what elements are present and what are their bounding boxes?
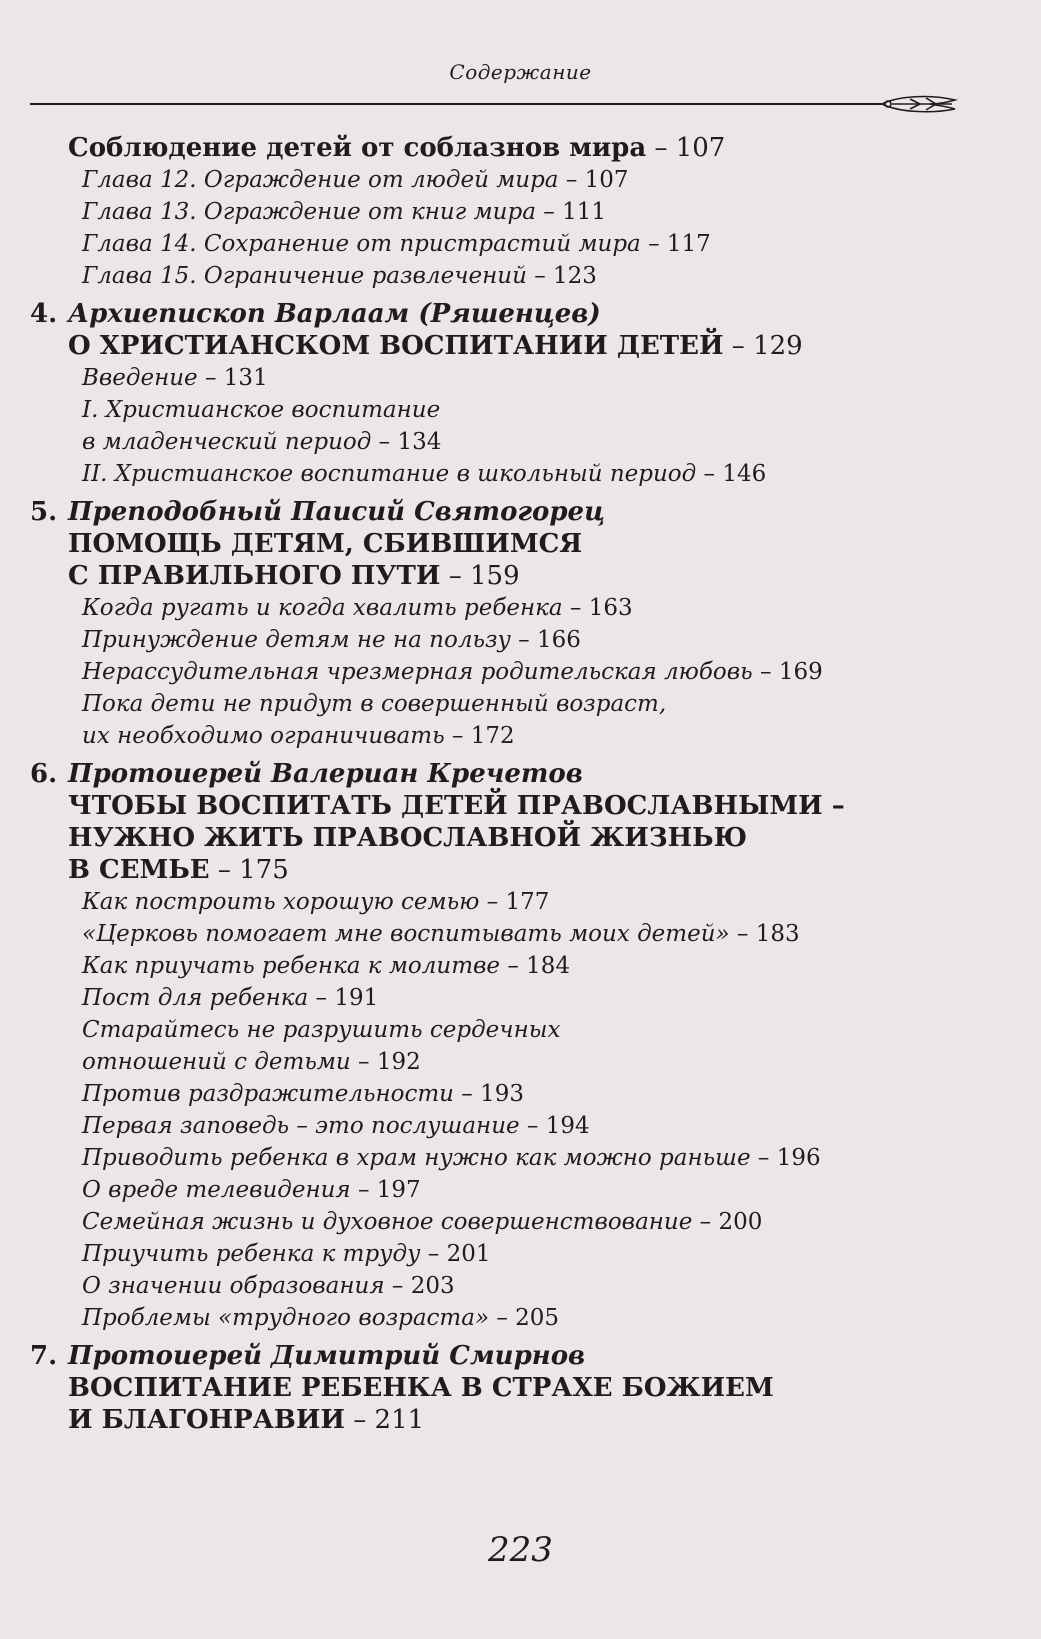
toc-entry-text: Преподобный Паисий Святогорец: [68, 497, 605, 527]
toc-entry-text: Как приучать ребенка к молитве: [82, 953, 501, 979]
toc-subentry: [30, 426, 1010, 458]
toc-dash-separator: –: [535, 199, 563, 225]
toc-dash-separator: –: [640, 231, 667, 257]
toc-entry-text: II. Христианское воспитание в школьный период: [82, 461, 697, 487]
toc-subentry: [30, 592, 1010, 624]
toc-dash-separator: –: [500, 953, 527, 979]
toc-page-number: 166: [537, 627, 581, 653]
toc-section-title: [30, 330, 1010, 362]
toc-section-title: [30, 528, 1010, 560]
toc-author-line: [30, 1340, 1010, 1372]
toc-author-line: [30, 758, 1010, 790]
toc-author-number: 6.: [30, 759, 58, 789]
toc-section-title: [30, 822, 1010, 854]
toc-dash-separator: –: [646, 133, 676, 163]
toc-dash-separator: –: [350, 1049, 377, 1075]
toc-entry-text: Принуждение детям не на пользу: [82, 627, 511, 653]
toc-dash-separator: –: [345, 1405, 375, 1435]
toc-page-number: 169: [778, 659, 823, 685]
toc-entry-text: ЧТОБЫ ВОСПИТАТЬ ДЕТЕЙ ПРАВОСЛАВНЫМИ –: [68, 791, 845, 821]
toc-subentry: [30, 918, 1010, 950]
toc-page-number: 111: [562, 199, 606, 225]
toc-entry-text: Как построить хорошую семью: [82, 889, 480, 915]
toc-subentry: [30, 624, 1010, 656]
toc-section-title: [30, 1372, 1010, 1404]
toc-page-number: 117: [666, 231, 711, 257]
toc-dash-separator: –: [308, 985, 335, 1011]
toc-dash-separator: –: [519, 1113, 546, 1139]
toc-subentry: [30, 1302, 1010, 1334]
toc-subentry: [30, 228, 1010, 260]
toc-entry-text: О значении образования: [82, 1273, 385, 1299]
toc-entry-text: отношений с детьми: [82, 1049, 351, 1075]
toc-entry-text: Протоиерей Валериан Кречетов: [68, 759, 583, 789]
toc-dash-separator: –: [454, 1081, 481, 1107]
toc-entry-text: Нерассудительная чрезмерная родительская любовь: [82, 659, 753, 685]
toc-entry-text: Соблюдение детей от соблазнов мира: [68, 133, 647, 163]
toc-entry-text: НУЖНО ЖИТЬ ПРАВОСЛАВНОЙ ЖИЗНЬЮ: [68, 823, 748, 853]
toc-entry-text: Глава 12. Ограждение от людей мира: [82, 167, 559, 193]
table-of-contents: [30, 132, 1010, 1436]
toc-entry-text: «Церковь помогает мне воспитывать моих детей»: [82, 921, 730, 947]
toc-section-title: [30, 854, 1010, 886]
toc-page-number: 134: [397, 429, 442, 455]
toc-page-number: 183: [755, 921, 800, 947]
toc-page-number: 191: [334, 985, 379, 1011]
toc-page-number: 201: [446, 1241, 491, 1267]
toc-page-number: 197: [376, 1177, 421, 1203]
toc-entry-text: Пост для ребенка: [82, 985, 309, 1011]
header-rule-with-quill-ornament: [30, 92, 1030, 116]
toc-page-number: 131: [223, 365, 268, 391]
toc-dash-separator: –: [479, 889, 506, 915]
toc-page-number: 107: [584, 167, 629, 193]
toc-author-line: [30, 496, 1010, 528]
toc-section-title: [30, 790, 1010, 822]
running-head: Содержание: [449, 60, 592, 84]
toc-subentry: [30, 260, 1010, 292]
toc-entry-text: Семейная жизнь и духовное совершенствование: [82, 1209, 693, 1235]
toc-subentry: [30, 688, 1010, 720]
toc-subentry: [30, 982, 1010, 1014]
toc-entry-text: Пока дети не придут в совершенный возраст,: [82, 691, 667, 717]
toc-subentry: [30, 1174, 1010, 1206]
toc-entry-text: Первая заповедь – это послушание: [82, 1113, 520, 1139]
toc-dash-separator: –: [752, 659, 779, 685]
toc-author-number: 5.: [30, 497, 58, 527]
toc-entry-text: Глава 14. Сохранение от пристрастий мира: [82, 231, 641, 257]
toc-page-number: 200: [718, 1209, 763, 1235]
toc-dash-separator: –: [371, 429, 398, 455]
toc-dash-separator: –: [750, 1145, 777, 1171]
toc-dash-separator: –: [526, 263, 554, 289]
toc-subentry: [30, 656, 1010, 688]
toc-dash-separator: –: [440, 561, 470, 591]
toc-page-number: 123: [553, 263, 597, 289]
toc-page-number: 175: [239, 855, 289, 885]
toc-page-number: 193: [480, 1081, 525, 1107]
toc-page-number: 211: [374, 1405, 425, 1435]
toc-entry-text: в младенческий период: [82, 429, 372, 455]
toc-page-number: 129: [753, 331, 803, 361]
toc-dash-separator: –: [209, 855, 240, 885]
toc-dash-separator: –: [384, 1273, 411, 1299]
toc-subentry: [30, 362, 1010, 394]
toc-entry-text: О вреде телевидения: [82, 1177, 351, 1203]
toc-dash-separator: –: [729, 921, 756, 947]
toc-page-number: 203: [410, 1273, 455, 1299]
toc-dash-separator: –: [723, 331, 754, 361]
toc-entry-text: Глава 15. Ограничение развлечений: [82, 263, 527, 289]
toc-section-title: [30, 1404, 1010, 1436]
toc-subentry: [30, 886, 1010, 918]
toc-subentry: [30, 1238, 1010, 1270]
toc-entry-text: О ХРИСТИАНСКОМ ВОСПИТАНИИ ДЕТЕЙ: [68, 331, 724, 361]
toc-page-number: 192: [376, 1049, 421, 1075]
toc-page-number: 196: [776, 1145, 821, 1171]
toc-entry-text: Приводить ребенка в храм нужно как можно раньше: [82, 1145, 751, 1171]
toc-subentry: [30, 458, 1010, 490]
toc-subentry: [30, 1046, 1010, 1078]
toc-author-number: 4.: [30, 299, 58, 329]
toc-page-number: 177: [505, 889, 550, 915]
toc-subentry: [30, 950, 1010, 982]
toc-author-line: [30, 298, 1010, 330]
toc-page-number: 163: [588, 595, 633, 621]
toc-page-number: 172: [470, 723, 515, 749]
toc-entry-text: ВОСПИТАНИЕ РЕБЕНКА В СТРАХЕ БОЖИЕМ: [68, 1373, 774, 1403]
toc-dash-separator: –: [692, 1209, 719, 1235]
toc-entry-text: Когда ругать и когда хвалить ребенка: [82, 595, 563, 621]
toc-entry-text: И БЛАГОНРАВИИ: [68, 1405, 345, 1435]
toc-page-number: 159: [469, 561, 520, 591]
toc-subentry: [30, 720, 1010, 752]
toc-entry-text: Приучить ребенка к труду: [82, 1241, 421, 1267]
toc-page-number: 146: [722, 461, 767, 487]
toc-entry-text: С ПРАВИЛЬНОГО ПУТИ: [68, 561, 441, 591]
toc-dash-separator: –: [197, 365, 224, 391]
toc-subentry: [30, 1142, 1010, 1174]
toc-author-number: 7.: [30, 1341, 58, 1371]
toc-entry-text: Старайтесь не разрушить сердечных: [82, 1017, 561, 1043]
quill-ornament-icon: [882, 97, 955, 112]
toc-entry-text: их необходимо ограничивать: [82, 723, 445, 749]
toc-subentry: [30, 196, 1010, 228]
toc-dash-separator: –: [350, 1177, 377, 1203]
toc-dash-separator: –: [510, 627, 537, 653]
toc-entry-text: Глава 13. Ограждение от книг мира: [82, 199, 536, 225]
toc-dash-separator: –: [420, 1241, 447, 1267]
toc-dash-separator: –: [558, 167, 585, 193]
toc-subentry: [30, 1206, 1010, 1238]
toc-subentry: [30, 164, 1010, 196]
toc-subentry: [30, 1270, 1010, 1302]
toc-entry-text: Против раздражительности: [82, 1081, 454, 1107]
toc-page-number: 184: [526, 953, 571, 979]
toc-subentry: [30, 1014, 1010, 1046]
toc-entry-text: В СЕМЬЕ: [68, 855, 210, 885]
toc-entry-text: ПОМОЩЬ ДЕТЯМ, СБИВШИМСЯ: [68, 529, 583, 559]
toc-entry-text: Введение: [82, 365, 198, 391]
toc-dash-separator: –: [696, 461, 723, 487]
toc-subentry: [30, 394, 1010, 426]
toc-page-number: 107: [675, 133, 726, 163]
toc-entry-text: I. Христианское воспитание: [82, 397, 441, 423]
toc-subentry: [30, 1078, 1010, 1110]
toc-section-title: [30, 560, 1010, 592]
toc-page-number: 205: [515, 1305, 560, 1331]
toc-dash-separator: –: [444, 723, 471, 749]
toc-entry-text: Проблемы «трудного возраста»: [82, 1305, 490, 1331]
toc-entry-text: Протоиерей Димитрий Смирнов: [68, 1341, 586, 1371]
toc-section-title: [30, 132, 1010, 164]
toc-page-number: 194: [545, 1113, 590, 1139]
toc-entry-text: Архиепископ Варлаам (Ряшенцев): [68, 299, 601, 329]
page-number: 223: [488, 1530, 553, 1570]
toc-dash-separator: –: [489, 1305, 516, 1331]
toc-dash-separator: –: [562, 595, 589, 621]
toc-subentry: [30, 1110, 1010, 1142]
